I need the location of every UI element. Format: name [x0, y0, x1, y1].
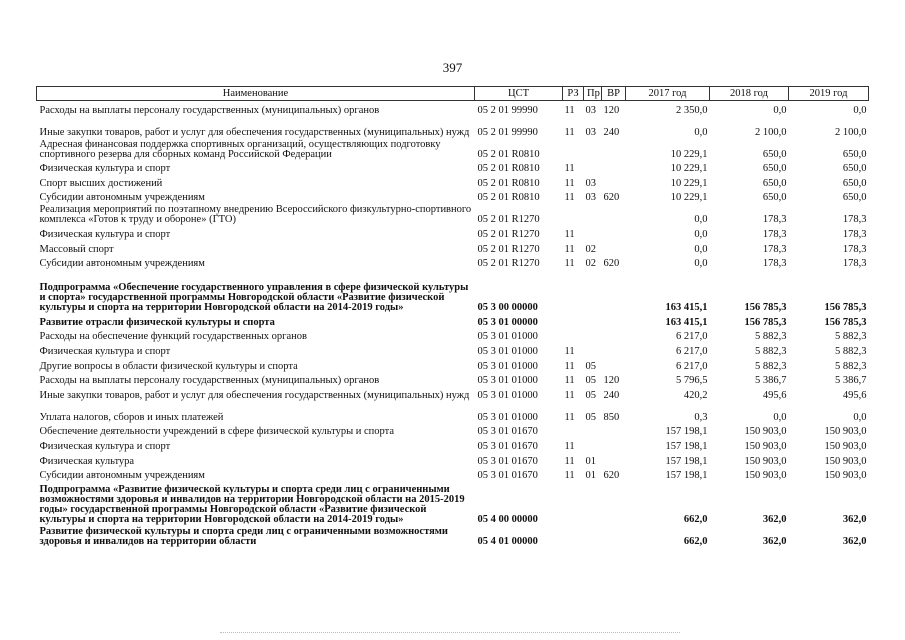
row-amount-2017: 157 198,1 [665, 470, 708, 482]
row-name: Другие вопросы в области физической культуры и спорта [39, 360, 298, 372]
row-pr-code [584, 437, 602, 452]
table-header [37, 87, 869, 101]
row-amount-2019: 150 903,0 [824, 440, 867, 452]
row-cst-code: 05 2 01 R1270 [477, 228, 540, 240]
row-pr-code [584, 225, 602, 240]
row-pr-code [584, 160, 602, 175]
row-cst-code: 05 2 01 99990 [477, 126, 538, 138]
row-amount-2018: 2 100,0 [755, 126, 787, 138]
row-rz-code: 11 [564, 177, 575, 189]
row-name: Подпрограмма «Развитие физической культуры и спорта среди лиц с ограниченными возможностями здоровья и инвалидов на территории Новгородской области на 2015-2019 годы» государственной программы Новгородской области «Развитие физической культуры и спорта на территории Новгородской области на 2014-2019 годы» [39, 484, 465, 526]
table-row [37, 203, 869, 225]
row-amount-2018: 5 882,3 [755, 331, 787, 343]
row-cst-code: 05 3 01 01670 [477, 426, 538, 438]
header-2017: 2017 год [626, 87, 710, 101]
row-name: Расходы на выплаты персоналу государственных (муниципальных) органов [39, 104, 380, 116]
row-amount-2017: 10 229,1 [670, 148, 708, 160]
row-cst-code: 05 3 01 01000 [477, 411, 538, 423]
table-body [37, 101, 869, 548]
row-rz-code: 11 [564, 163, 575, 175]
row-amount-2017: 662,0 [683, 536, 708, 548]
row-amount-2017: 662,0 [683, 514, 708, 526]
row-amount-2018: 650,0 [762, 148, 787, 160]
row-amount-2019: 650,0 [842, 177, 867, 189]
row-name: Физическая культура и спорт [39, 228, 171, 240]
row-vr-code [602, 423, 626, 438]
row-name: Субсидии автономным учреждениям [39, 192, 205, 204]
row-cst-code: 05 3 01 01000 [477, 331, 538, 343]
row-rz-code: 11 [564, 360, 575, 372]
table-row [37, 240, 869, 255]
row-amount-2017: 163 415,1 [665, 316, 708, 328]
row-amount-2019: 156 785,3 [824, 316, 867, 328]
row-amount-2017: 10 229,1 [670, 177, 708, 189]
row-rz-code [563, 481, 584, 525]
row-vr-code [602, 357, 626, 372]
table-row [37, 269, 869, 313]
row-amount-2018: 5 882,3 [755, 345, 787, 357]
row-pr-code: 01 [585, 455, 596, 467]
row-vr-code: 240 [603, 389, 620, 401]
row-cst-code: 05 2 01 R1270 [477, 214, 540, 226]
row-name: Физическая культура [39, 455, 135, 467]
row-pr-code [584, 203, 602, 225]
row-amount-2019: 150 903,0 [824, 426, 867, 438]
row-name: Развитие физической культуры и спорта среди лиц с ограниченными возможностями здоровья и инвалидов на территории области [39, 526, 448, 548]
row-amount-2017: 0,0 [694, 243, 708, 255]
row-vr-code [602, 160, 626, 175]
table-row [37, 401, 869, 423]
row-vr-code: 620 [603, 470, 620, 482]
budget-table [36, 86, 869, 547]
row-amount-2019: 0,0 [853, 411, 867, 423]
header-cst: ЦСТ [475, 87, 563, 101]
row-cst-code: 05 2 01 R1270 [477, 258, 540, 270]
row-amount-2019: 2 100,0 [835, 126, 867, 138]
table-row [37, 174, 869, 189]
page-number: 397 [442, 60, 463, 75]
row-amount-2019: 5 882,3 [835, 331, 867, 343]
row-amount-2019: 178,3 [842, 258, 867, 270]
row-name: Адресная финансовая поддержка спортивных организаций, осуществляющих подготовку спортивного резерва для сборных команд Российской Федерации [39, 138, 441, 160]
row-amount-2019: 178,3 [842, 243, 867, 255]
row-cst-code: 05 3 01 01000 [477, 360, 538, 372]
row-amount-2018: 178,3 [762, 243, 787, 255]
row-cst-code: 05 3 01 01670 [477, 440, 538, 452]
row-rz-code [563, 313, 584, 328]
row-pr-code: 02 [585, 258, 596, 270]
row-rz-code: 11 [564, 455, 575, 467]
row-rz-code [563, 423, 584, 438]
row-rz-code: 11 [564, 375, 575, 387]
row-amount-2019: 0,0 [853, 104, 867, 116]
row-amount-2018: 178,3 [762, 258, 787, 270]
row-amount-2018: 150 903,0 [744, 470, 787, 482]
row-vr-code [602, 481, 626, 525]
row-name: Спорт высших достижений [39, 177, 163, 189]
row-cst-code: 05 2 01 R0810 [477, 192, 540, 204]
row-amount-2018: 150 903,0 [744, 426, 787, 438]
row-name: Обеспечение деятельности учреждений в сфере физической культуры и спорта [39, 426, 395, 438]
row-name: Развитие отрасли физической культуры и спорта [39, 316, 275, 328]
row-amount-2019: 178,3 [842, 228, 867, 240]
row-amount-2017: 6 217,0 [676, 331, 708, 343]
row-amount-2017: 0,0 [694, 126, 708, 138]
row-name: Уплата налогов, сборов и иных платежей [39, 411, 224, 423]
row-name: Иные закупки товаров, работ и услуг для обеспечения государственных (муниципальных) нужд [39, 389, 470, 401]
row-name: Реализация мероприятий по поэтапному внедрению Всероссийского физкультурно-спортивного комплекса «Готов к труду и обороне» (ГТО) [39, 204, 472, 226]
row-amount-2018: 362,0 [762, 536, 787, 548]
row-name: Подпрограмма «Обеспечение государственного управления в сфере физической культуры и спорта» государственной программы Новгородской области «Развитие физической культуры и спорта на территории Новгородской области на 2014-2019 годы» [39, 282, 469, 314]
row-amount-2019: 362,0 [842, 536, 867, 548]
row-pr-code [584, 481, 602, 525]
row-vr-code [602, 525, 626, 547]
row-pr-code: 03 [585, 177, 596, 189]
row-vr-code [602, 240, 626, 255]
row-name: Субсидии автономным учреждениям [39, 258, 205, 270]
row-pr-code [584, 138, 602, 160]
row-vr-code [602, 313, 626, 328]
row-rz-code [563, 525, 584, 547]
table-row [37, 437, 869, 452]
row-name: Субсидии автономным учреждениям [39, 470, 205, 482]
row-amount-2018: 156 785,3 [744, 316, 787, 328]
row-amount-2019: 150 903,0 [824, 455, 867, 467]
row-pr-code [584, 313, 602, 328]
row-vr-code [602, 203, 626, 225]
table-row [37, 101, 869, 116]
row-vr-code [602, 269, 626, 313]
table-row [37, 481, 869, 525]
table-row [37, 423, 869, 438]
row-amount-2018: 362,0 [762, 514, 787, 526]
row-rz-code: 11 [564, 440, 575, 452]
row-amount-2018: 0,0 [773, 104, 787, 116]
table-row [37, 386, 869, 401]
row-amount-2019: 650,0 [842, 148, 867, 160]
row-cst-code: 05 2 01 R0810 [477, 148, 540, 160]
row-pr-code: 05 [585, 411, 596, 423]
row-amount-2017: 6 217,0 [676, 345, 708, 357]
table-row [37, 138, 869, 160]
row-cst-code: 05 4 00 00000 [477, 514, 538, 526]
row-amount-2018: 150 903,0 [744, 440, 787, 452]
row-pr-code: 03 [585, 126, 596, 138]
row-pr-code [584, 269, 602, 313]
row-cst-code: 05 3 01 01000 [477, 389, 538, 401]
row-amount-2017: 157 198,1 [665, 455, 708, 467]
row-amount-2019: 5 882,3 [835, 360, 867, 372]
row-pr-code: 05 [585, 375, 596, 387]
table-row [37, 452, 869, 467]
row-amount-2017: 0,0 [694, 228, 708, 240]
table-row [37, 328, 869, 343]
row-cst-code: 05 4 01 00000 [477, 536, 538, 548]
row-cst-code: 05 3 01 01000 [477, 375, 538, 387]
row-cst-code: 05 2 01 99990 [477, 104, 538, 116]
row-rz-code: 11 [564, 104, 575, 116]
row-amount-2019: 650,0 [842, 163, 867, 175]
row-pr-code [584, 525, 602, 547]
row-name: Иные закупки товаров, работ и услуг для обеспечения государственных (муниципальных) нужд [39, 126, 470, 138]
row-vr-code: 620 [603, 258, 620, 270]
table-row [37, 525, 869, 547]
row-rz-code [563, 269, 584, 313]
row-name: Физическая культура и спорт [39, 163, 171, 175]
row-cst-code: 05 3 01 01670 [477, 455, 538, 467]
table-row [37, 189, 869, 204]
row-amount-2018: 5 386,7 [755, 375, 787, 387]
row-amount-2018: 156 785,3 [744, 302, 787, 314]
row-rz-code [563, 203, 584, 225]
row-amount-2018: 178,3 [762, 228, 787, 240]
header-2018: 2018 год [710, 87, 789, 101]
row-vr-code: 120 [603, 375, 620, 387]
row-amount-2018: 0,0 [773, 411, 787, 423]
row-pr-code: 05 [585, 389, 596, 401]
row-vr-code: 850 [603, 411, 620, 423]
row-pr-code [584, 342, 602, 357]
row-vr-code [602, 342, 626, 357]
table-row [37, 372, 869, 387]
row-cst-code: 05 3 01 01670 [477, 470, 538, 482]
row-cst-code: 05 2 01 R0810 [477, 177, 540, 189]
header-rz: РЗ [563, 87, 584, 101]
row-amount-2018: 650,0 [762, 192, 787, 204]
table-row [37, 342, 869, 357]
row-vr-code [602, 225, 626, 240]
row-name: Массовый спорт [39, 243, 114, 255]
row-pr-code: 03 [585, 192, 596, 204]
row-pr-code: 01 [585, 470, 596, 482]
row-rz-code: 11 [564, 243, 575, 255]
row-amount-2019: 650,0 [842, 192, 867, 204]
row-rz-code: 11 [564, 389, 575, 401]
row-amount-2017: 420,2 [683, 389, 708, 401]
row-amount-2017: 10 229,1 [670, 163, 708, 175]
row-rz-code [563, 138, 584, 160]
row-amount-2018: 178,3 [762, 214, 787, 226]
header-pr: Пр [584, 87, 602, 101]
row-amount-2019: 178,3 [842, 214, 867, 226]
row-cst-code: 05 2 01 R1270 [477, 243, 540, 255]
row-pr-code: 03 [585, 104, 596, 116]
row-vr-code [602, 328, 626, 343]
row-amount-2019: 5 386,7 [835, 375, 867, 387]
row-amount-2017: 163 415,1 [665, 302, 708, 314]
row-vr-code: 120 [603, 104, 620, 116]
row-amount-2017: 5 796,5 [676, 375, 708, 387]
row-vr-code [602, 174, 626, 189]
row-amount-2017: 6 217,0 [676, 360, 708, 372]
row-rz-code: 11 [564, 192, 575, 204]
row-amount-2017: 10 229,1 [670, 192, 708, 204]
row-amount-2019: 495,6 [842, 389, 867, 401]
row-amount-2019: 362,0 [842, 514, 867, 526]
row-amount-2017: 0,0 [694, 258, 708, 270]
table-row [37, 467, 869, 482]
row-rz-code: 11 [564, 411, 575, 423]
table-row [37, 255, 869, 270]
row-amount-2018: 650,0 [762, 163, 787, 175]
row-amount-2017: 0,0 [694, 214, 708, 226]
table-row [37, 357, 869, 372]
row-rz-code [563, 328, 584, 343]
row-name: Расходы на обеспечение функций государственных органов [39, 331, 307, 343]
row-amount-2019: 156 785,3 [824, 302, 867, 314]
row-amount-2018: 150 903,0 [744, 455, 787, 467]
row-pr-code [584, 423, 602, 438]
row-pr-code: 05 [585, 360, 596, 372]
row-amount-2018: 5 882,3 [755, 360, 787, 372]
table-row [37, 225, 869, 240]
row-cst-code: 05 3 01 01000 [477, 345, 538, 357]
row-amount-2017: 2 350,0 [676, 104, 708, 116]
row-cst-code: 05 2 01 R0810 [477, 163, 540, 175]
row-cst-code: 05 3 01 00000 [477, 316, 538, 328]
row-amount-2018: 495,6 [762, 389, 787, 401]
row-rz-code: 11 [564, 470, 575, 482]
header-vr: ВР [602, 87, 626, 101]
row-vr-code: 620 [603, 192, 620, 204]
row-amount-2018: 650,0 [762, 177, 787, 189]
row-amount-2017: 157 198,1 [665, 440, 708, 452]
row-name: Физическая культура и спорт [39, 440, 171, 452]
table-row [37, 313, 869, 328]
table-row [37, 160, 869, 175]
row-rz-code: 11 [564, 228, 575, 240]
row-rz-code: 11 [564, 258, 575, 270]
row-rz-code: 11 [564, 126, 575, 138]
row-vr-code [602, 437, 626, 452]
row-name: Расходы на выплаты персоналу государственных (муниципальных) органов [39, 375, 380, 387]
row-pr-code: 02 [585, 243, 596, 255]
header-name: Наименование [37, 87, 475, 101]
row-amount-2019: 5 882,3 [835, 345, 867, 357]
row-vr-code [602, 138, 626, 160]
row-amount-2017: 0,3 [694, 411, 708, 423]
row-vr-code [602, 452, 626, 467]
row-cst-code: 05 3 00 00000 [477, 302, 538, 314]
row-rz-code: 11 [564, 345, 575, 357]
row-amount-2017: 157 198,1 [665, 426, 708, 438]
row-amount-2019: 150 903,0 [824, 470, 867, 482]
table-row [37, 116, 869, 138]
header-2019: 2019 год [789, 87, 869, 101]
footer-divider [220, 632, 680, 634]
row-name: Физическая культура и спорт [39, 345, 171, 357]
row-vr-code: 240 [603, 126, 620, 138]
row-pr-code [584, 328, 602, 343]
